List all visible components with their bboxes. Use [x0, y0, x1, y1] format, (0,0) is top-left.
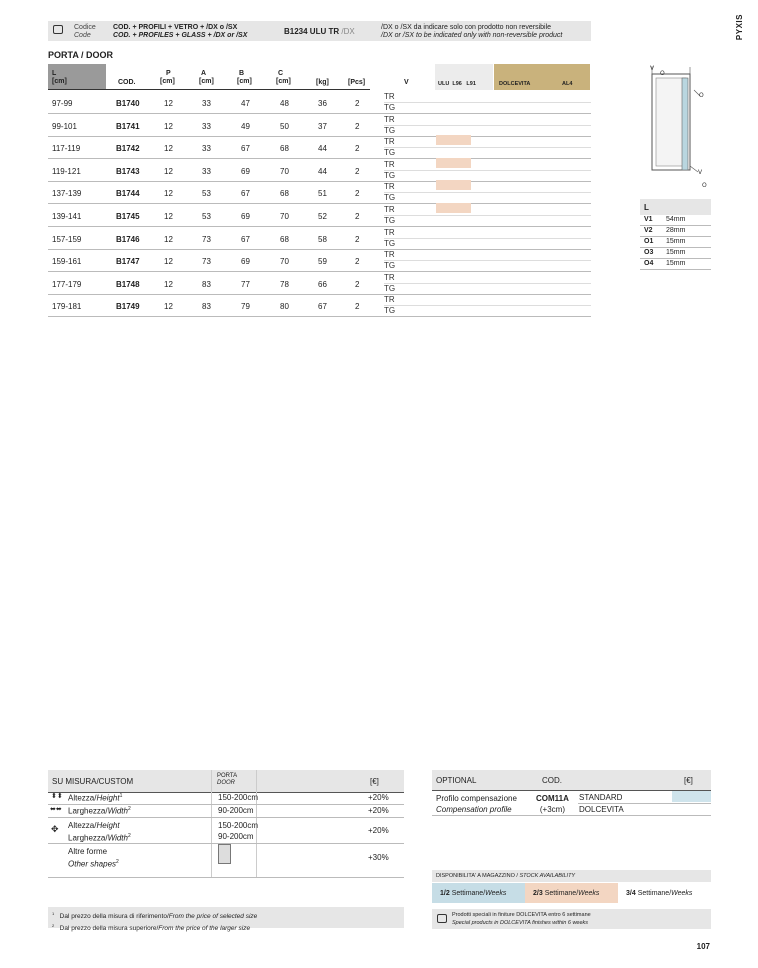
- glass-label: TR: [384, 114, 395, 124]
- custom-row-width: ⬌⬌ Larghezza/Width$^2$ 90-200cm +20%: [50, 806, 389, 816]
- table-cell-pcs: 2: [355, 302, 360, 312]
- table-cell-cod: B1744: [116, 189, 140, 199]
- custom-row-both: ✥ Altezza/Height Larghezza/Width$^2$ 150-200cm 90-200cm +20%: [51, 821, 389, 843]
- table-cell-pcs: 2: [355, 166, 360, 176]
- legend-key: O1: [644, 238, 654, 245]
- table-cell-cod: B1747: [116, 257, 140, 267]
- finish-swatch: [436, 135, 471, 145]
- table-row: [48, 205, 370, 227]
- table-cell-c: 70: [280, 166, 289, 176]
- table-cell-cod: B1746: [116, 234, 140, 244]
- row-divider: [48, 316, 591, 317]
- finish-swatch: [436, 180, 471, 190]
- table-cell-kg: 37: [318, 121, 327, 131]
- table-cell-a: 33: [202, 121, 211, 131]
- svg-text:O: O: [699, 92, 704, 99]
- table-cell-p: 12: [164, 212, 173, 221]
- glass-label: TG: [384, 261, 396, 271]
- table-cell-l: 177-179: [52, 279, 82, 289]
- table-cell-kg: 52: [318, 212, 327, 221]
- optional-header: [432, 770, 711, 790]
- header-kg: [kg]: [316, 79, 329, 86]
- header-ulu: ULU L96 L91: [438, 81, 476, 87]
- header-l: L [cm]: [52, 70, 67, 85]
- finish-swatch: [436, 158, 471, 168]
- both-arrows-icon: ✥: [51, 824, 59, 834]
- optional-row-line: [432, 815, 711, 816]
- code-example: B1234 ULU TR /DX: [284, 27, 355, 36]
- table-cell-kg: 44: [318, 144, 327, 154]
- table-cell-l: 97-99: [52, 99, 73, 108]
- header-dolcevita: DOLCEVITA: [499, 81, 531, 87]
- table-cell-cod: B1745: [116, 212, 140, 221]
- glass-label: TG: [384, 125, 396, 135]
- table-row: [48, 295, 370, 317]
- table-cell-pcs: 2: [355, 121, 360, 131]
- table-cell-b: 79: [241, 302, 250, 312]
- svg-text:O: O: [660, 70, 665, 77]
- footnotes: $^1$ Dal prezzo della misura di riferimento/From the price of selected size $^2$ Dal prezzo della misura superiore/From the price of the larger size: [48, 907, 404, 928]
- table-cell-b: 77: [241, 279, 250, 289]
- table-cell-l: 139-141: [52, 212, 82, 221]
- table-cell-l: 159-161: [52, 257, 82, 267]
- glass-label: TR: [384, 250, 395, 260]
- header-cod: COD.: [118, 79, 136, 86]
- svg-text:V: V: [650, 65, 655, 72]
- custom-header: [48, 770, 404, 792]
- page-number: 107: [696, 942, 710, 951]
- row-divider: [384, 283, 591, 284]
- custom-row-line: [48, 877, 404, 878]
- svg-text:O: O: [702, 182, 707, 189]
- legend-value: 15mm: [666, 249, 686, 256]
- header-al4: AL4: [562, 81, 573, 87]
- table-cell-c: 68: [280, 189, 289, 199]
- table-cell-pcs: 2: [355, 234, 360, 244]
- row-divider: [384, 102, 591, 103]
- header-c: C [cm]: [276, 70, 291, 85]
- legend-row: [640, 237, 711, 248]
- table-cell-b: 67: [241, 144, 250, 154]
- table-cell-pcs: 2: [355, 99, 360, 108]
- table-row: [48, 160, 370, 182]
- table-cell-pcs: 2: [355, 257, 360, 267]
- svg-text:V: V: [698, 169, 703, 176]
- legend-value: 28mm: [666, 227, 686, 234]
- table-cell-cod: B1740: [116, 99, 140, 108]
- row-divider: [384, 170, 591, 171]
- glass-label: TR: [384, 92, 395, 101]
- code-label: Codice Code: [74, 24, 96, 39]
- table-cell-p: 12: [164, 189, 173, 199]
- row-divider: [384, 305, 591, 306]
- table-cell-b: 69: [241, 257, 250, 267]
- table-cell-p: 12: [164, 144, 173, 154]
- glass-label: TR: [384, 159, 395, 169]
- glass-label: TR: [384, 272, 395, 282]
- legend-key: V2: [644, 227, 653, 234]
- custom-row-line: [48, 804, 404, 805]
- table-cell-kg: 51: [318, 189, 327, 199]
- table-cell-p: 12: [164, 234, 173, 244]
- table-cell-p: 12: [164, 166, 173, 176]
- chat-icon: [53, 25, 63, 34]
- legend-row: [640, 259, 711, 270]
- table-cell-cod: B1748: [116, 279, 140, 289]
- legend-row: [640, 226, 711, 237]
- header-a: A [cm]: [199, 70, 214, 85]
- table-cell-b: 69: [241, 212, 250, 221]
- optional-currency: [€]: [684, 776, 693, 785]
- table-cell-b: 49: [241, 121, 250, 131]
- table-cell-c: 78: [280, 279, 289, 289]
- custom-currency: [€]: [370, 777, 379, 786]
- table-row: [48, 137, 370, 159]
- legend-table: [640, 199, 711, 270]
- table-cell-kg: 58: [318, 234, 327, 244]
- special-note: Prodotti speciali in finiture DOLCEVITA entro 6 settimane Special products in DOLCEVITA finishes within 6 weeks: [432, 909, 711, 929]
- optional-cod: COD.: [542, 776, 562, 785]
- table-cell-l: 157-159: [52, 234, 82, 244]
- legend-value: 15mm: [666, 260, 686, 267]
- optional-price-swatch: [672, 791, 711, 802]
- height-arrows-icon: ⬍⬍: [51, 793, 63, 800]
- table-cell-b: 47: [241, 99, 250, 108]
- glass-label: TG: [384, 283, 396, 293]
- optional-title: OPTIONAL: [436, 776, 477, 785]
- table-cell-p: 12: [164, 302, 173, 312]
- row-divider: [384, 238, 591, 239]
- glass-label: TR: [384, 182, 395, 192]
- glass-label: TR: [384, 205, 395, 214]
- table-cell-kg: 66: [318, 279, 327, 289]
- table-cell-a: 33: [202, 166, 211, 176]
- table-row: [48, 115, 370, 137]
- table-row: [48, 250, 370, 272]
- header-v: V: [404, 79, 409, 86]
- table-cell-kg: 59: [318, 257, 327, 267]
- table-cell-b: 67: [241, 189, 250, 199]
- glass-label: TG: [384, 216, 396, 225]
- glass-label: TR: [384, 227, 395, 237]
- table-cell-a: 83: [202, 302, 211, 312]
- legend-row: [640, 215, 711, 226]
- table-cell-c: 68: [280, 234, 289, 244]
- legend-key: O4: [644, 260, 654, 267]
- custom-row-shapes: Altre forme Other shapes$^2$ +30%: [48, 846, 404, 868]
- optional-row-line: [578, 803, 711, 804]
- table-cell-l: 99-101: [52, 121, 77, 131]
- table-cell-kg: 36: [318, 99, 327, 108]
- width-arrows-icon: ⬌⬌: [50, 806, 62, 813]
- code-note: /DX o /SX da indicare solo con prodotto non reversibile /DX or /SX to be indicated only with non-reversible product: [381, 24, 563, 39]
- row-divider: [384, 215, 591, 216]
- legend-key: V1: [644, 216, 653, 223]
- table-cell-a: 53: [202, 189, 211, 199]
- legend-key: O3: [644, 249, 654, 256]
- glass-label: TG: [384, 103, 396, 112]
- code-description: COD. + PROFILI + VETRO + /DX o /SX COD. + PROFILES + GLASS + /DX or /SX: [113, 24, 248, 39]
- stock-cell-1: 1/2 Settimane/Weeks: [432, 883, 525, 903]
- table-cell-c: 80: [280, 302, 289, 312]
- table-cell-c: 50: [280, 121, 289, 131]
- table-cell-l: 137-139: [52, 189, 82, 199]
- table-cell-l: 117-119: [52, 144, 81, 154]
- table-cell-pcs: 2: [355, 189, 360, 199]
- table-cell-a: 53: [202, 212, 211, 221]
- glass-label: TG: [384, 148, 396, 158]
- header-underline: [48, 89, 370, 90]
- table-cell-l: 119-121: [52, 166, 81, 176]
- table-row: [48, 92, 370, 114]
- table-row: [48, 273, 370, 295]
- table-cell-a: 83: [202, 279, 211, 289]
- table-cell-kg: 67: [318, 302, 327, 312]
- table-cell-cod: B1743: [116, 166, 140, 176]
- table-cell-a: 33: [202, 144, 211, 154]
- code-bar: [48, 21, 591, 41]
- stock-cell-2: 2/3 Settimane/Weeks: [525, 883, 618, 903]
- glass-label: TG: [384, 306, 396, 316]
- table-cell-a: 33: [202, 99, 211, 108]
- table-cell-c: 70: [280, 212, 289, 221]
- shape-thumbnail: [218, 844, 231, 864]
- legend-value: 15mm: [666, 238, 686, 245]
- table-cell-pcs: 2: [355, 144, 360, 154]
- table-cell-l: 179-181: [52, 302, 82, 312]
- table-cell-cod: B1749: [116, 302, 140, 312]
- section-title: PORTA / DOOR: [48, 50, 113, 60]
- finish-swatch: [436, 203, 471, 213]
- header-pcs: [Pcs]: [348, 79, 366, 86]
- legend-row: [640, 248, 711, 259]
- glass-label: TG: [384, 193, 396, 203]
- row-divider: [384, 125, 591, 126]
- table-cell-a: 73: [202, 257, 211, 267]
- row-divider: [384, 260, 591, 261]
- table-row: [48, 228, 370, 250]
- custom-row-height: ⬍⬍ Altezza/Height$^1$ 150-200cm +20%: [51, 793, 389, 803]
- table-cell-cod: B1742: [116, 144, 140, 154]
- chat-icon: [437, 914, 447, 923]
- table-cell-p: 12: [164, 99, 173, 108]
- glass-label: TG: [384, 238, 396, 248]
- side-label: PYXIS: [735, 14, 744, 41]
- optional-row: Profilo compensazione Compensation profile COM11A (+3cm) STANDARD DOLCEVITA: [432, 792, 711, 816]
- header-p: P [cm]: [160, 70, 175, 85]
- table-cell-cod: B1741: [116, 121, 140, 131]
- legend-title: L: [640, 199, 711, 215]
- table-cell-pcs: 2: [355, 212, 360, 221]
- table-cell-a: 73: [202, 234, 211, 244]
- glass-label: TG: [384, 170, 396, 180]
- table-cell-c: 68: [280, 144, 289, 154]
- stock-cell-3: 3/4 Settimane/Weeks: [618, 883, 711, 903]
- glass-label: TR: [384, 137, 395, 147]
- table-cell-p: 12: [164, 279, 173, 289]
- stock-header: DISPONIBILITA' A MAGAZZINO / STOCK AVAILABILITY: [432, 870, 711, 882]
- table-cell-kg: 44: [318, 166, 327, 176]
- table-cell-pcs: 2: [355, 279, 360, 289]
- table-cell-b: 67: [241, 234, 250, 244]
- custom-title: SU MISURA/CUSTOM: [52, 777, 134, 786]
- custom-porta: PORTA DOOR: [217, 773, 238, 786]
- table-cell-c: 70: [280, 257, 289, 267]
- legend-value: 54mm: [666, 216, 686, 223]
- table-row: [48, 182, 370, 204]
- table-cell-c: 48: [280, 99, 289, 108]
- optional-divider: [432, 790, 711, 791]
- row-divider: [384, 192, 591, 193]
- door-diagram: [638, 62, 713, 192]
- custom-row-line: [48, 817, 404, 818]
- table-cell-p: 12: [164, 121, 173, 131]
- header-b: B [cm]: [237, 70, 252, 85]
- table-cell-b: 69: [241, 166, 250, 176]
- row-divider: [384, 147, 591, 148]
- glass-label: TR: [384, 295, 395, 305]
- table-cell-p: 12: [164, 257, 173, 267]
